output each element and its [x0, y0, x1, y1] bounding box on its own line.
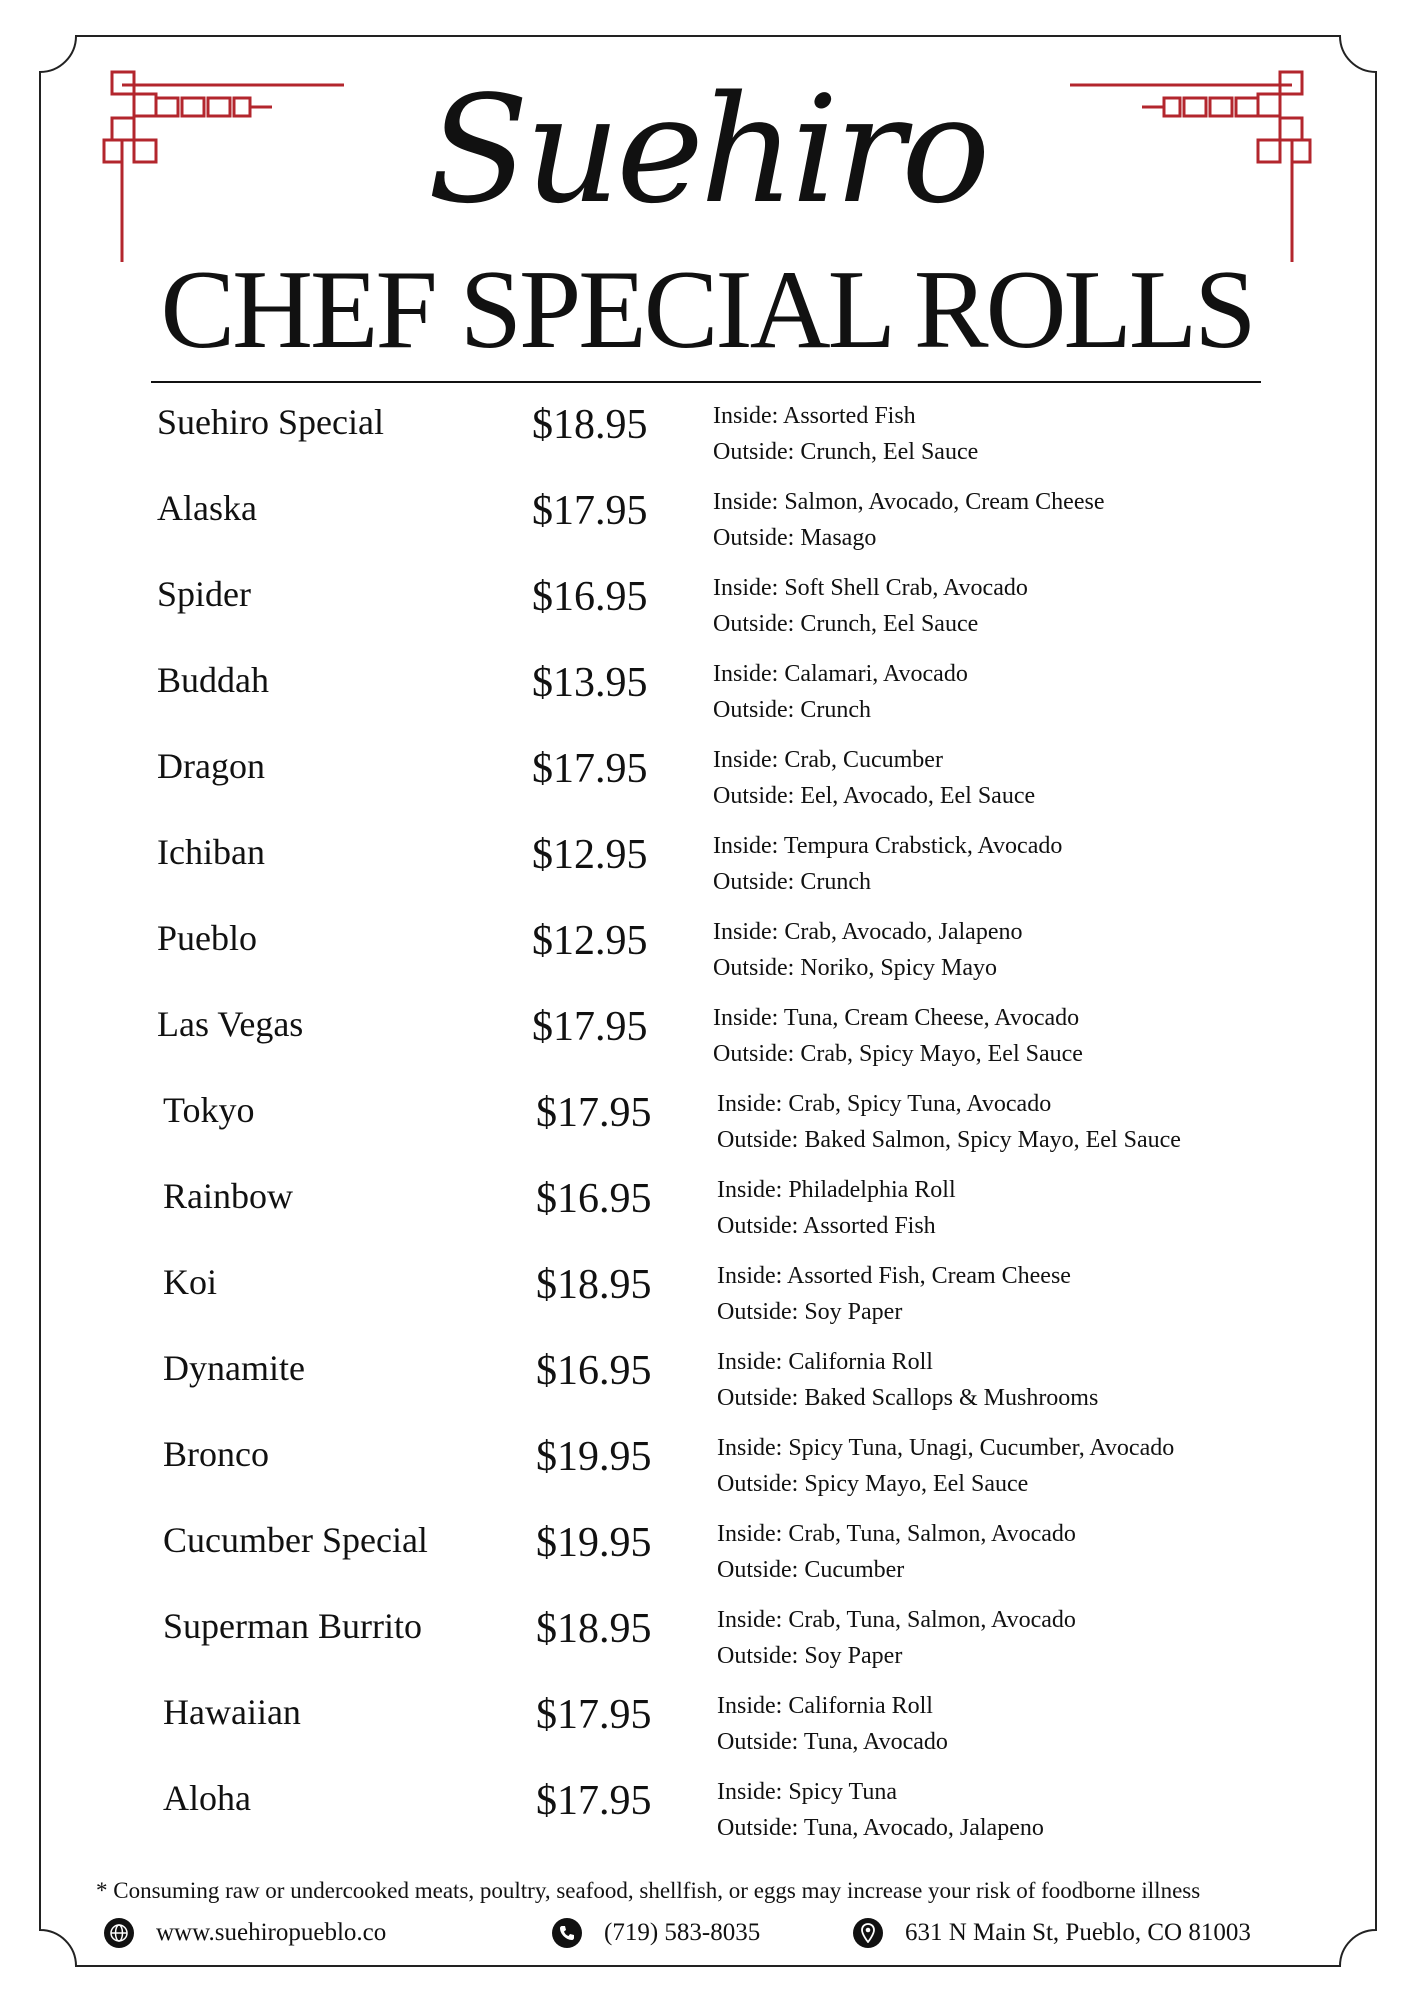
item-description	[717, 1430, 1174, 1502]
item-inside: Inside: California Roll	[717, 1349, 933, 1375]
item-name: Tokyo	[163, 1090, 255, 1130]
menu-item	[0, 486, 1414, 572]
menu-item	[0, 1432, 1414, 1518]
item-outside: Outside: Crunch, Eel Sauce	[713, 611, 979, 637]
item-name: Las Vegas	[157, 1004, 304, 1044]
item-name: Buddah	[157, 660, 269, 700]
item-price: $18.95	[536, 1606, 652, 1652]
item-inside: Inside: Calamari, Avocado	[713, 661, 968, 687]
item-price: $16.95	[536, 1348, 652, 1394]
item-outside: Outside: Noriko, Spicy Mayo	[713, 955, 997, 981]
item-description	[713, 656, 968, 728]
menu-item	[0, 400, 1414, 486]
item-inside: Inside: Assorted Fish	[713, 403, 916, 429]
item-outside: Outside: Soy Paper	[717, 1299, 903, 1325]
item-name: Aloha	[163, 1778, 251, 1818]
item-description	[717, 1172, 956, 1244]
menu-item	[0, 916, 1414, 1002]
item-description	[717, 1258, 1071, 1330]
item-price: $16.95	[536, 1176, 652, 1222]
menu-item	[0, 658, 1414, 744]
item-description	[713, 570, 1028, 642]
item-inside: Inside: Crab, Tuna, Salmon, Avocado	[717, 1521, 1076, 1547]
menu-item	[0, 1260, 1414, 1346]
item-outside: Outside: Masago	[713, 525, 877, 551]
item-price: $17.95	[532, 746, 648, 792]
item-outside: Outside: Crunch	[713, 869, 871, 895]
item-name: Dynamite	[163, 1348, 305, 1388]
item-inside: Inside: Spicy Tuna, Unagi, Cucumber, Avocado	[717, 1435, 1175, 1461]
item-name: Pueblo	[157, 918, 258, 958]
menu-item	[0, 1776, 1414, 1862]
item-price: $19.95	[536, 1434, 652, 1480]
item-description	[713, 1000, 1083, 1072]
item-outside: Outside: Crunch, Eel Sauce	[713, 439, 979, 465]
item-description	[717, 1774, 1044, 1846]
item-price: $17.95	[536, 1778, 652, 1824]
divider	[151, 381, 1261, 383]
phone-icon	[552, 1918, 582, 1948]
item-outside: Outside: Assorted Fish	[717, 1213, 936, 1239]
item-inside: Inside: Tempura Crabstick, Avocado	[713, 833, 1063, 859]
item-inside: Inside: California Roll	[717, 1693, 933, 1719]
menu-item	[0, 744, 1414, 830]
item-price: $12.95	[532, 918, 648, 964]
item-name: Alaska	[157, 488, 257, 528]
menu-item	[0, 572, 1414, 658]
footer-address[interactable]	[853, 1918, 1251, 1948]
globe-icon	[104, 1918, 134, 1948]
item-outside: Outside: Cucumber	[717, 1557, 905, 1583]
menu-item	[0, 1174, 1414, 1260]
item-name: Spider	[157, 574, 251, 614]
menu-item	[0, 1604, 1414, 1690]
item-outside: Outside: Baked Salmon, Spicy Mayo, Eel Sauce	[717, 1127, 1181, 1153]
item-price: $13.95	[532, 660, 648, 706]
footer-website[interactable]	[104, 1918, 386, 1948]
address[interactable]: 631 N Main St, Pueblo, CO 81003	[905, 1919, 1251, 1946]
item-price: $18.95	[532, 402, 648, 448]
item-inside: Inside: Crab, Cucumber	[713, 747, 943, 773]
item-inside: Inside: Tuna, Cream Cheese, Avocado	[713, 1005, 1080, 1031]
item-name: Rainbow	[163, 1176, 293, 1216]
item-description	[717, 1602, 1076, 1674]
item-price: $17.95	[536, 1692, 652, 1738]
item-name: Dragon	[157, 746, 265, 786]
item-price: $12.95	[532, 832, 648, 878]
item-inside: Inside: Spicy Tuna	[717, 1779, 898, 1805]
item-name: Hawaiian	[163, 1692, 301, 1732]
item-inside: Inside: Assorted Fish, Cream Cheese	[717, 1263, 1071, 1289]
item-name: Suehiro Special	[157, 402, 384, 442]
phone-number[interactable]: (719) 583-8035	[604, 1919, 761, 1946]
item-description	[713, 398, 978, 470]
menu-item	[0, 1518, 1414, 1604]
item-outside: Outside: Spicy Mayo, Eel Sauce	[717, 1471, 1029, 1497]
item-description	[713, 742, 1035, 814]
footer	[0, 1918, 1414, 1958]
item-price: $16.95	[532, 574, 648, 620]
item-name: Bronco	[163, 1434, 269, 1474]
item-description	[717, 1516, 1076, 1588]
item-inside: Inside: Soft Shell Crab, Avocado	[713, 575, 1028, 601]
page-title: CHEF SPECIAL ROLLS	[160, 248, 1254, 372]
item-name: Ichiban	[157, 832, 265, 872]
menu-item	[0, 830, 1414, 916]
item-description	[717, 1086, 1181, 1158]
item-description	[713, 914, 1022, 986]
item-name: Superman Burrito	[163, 1606, 422, 1646]
item-inside: Inside: Philadelphia Roll	[717, 1177, 956, 1203]
food-safety-disclaimer: * Consuming raw or undercooked meats, poultry, seafood, shellfish, or eggs may increase your risk of foodborne illness	[96, 1878, 1201, 1903]
item-outside: Outside: Baked Scallops & Mushrooms	[717, 1385, 1099, 1411]
footer-phone[interactable]	[552, 1918, 760, 1948]
item-inside: Inside: Salmon, Avocado, Cream Cheese	[713, 489, 1105, 515]
item-description	[717, 1688, 948, 1760]
item-outside: Outside: Crunch	[713, 697, 871, 723]
menu-item	[0, 1690, 1414, 1776]
item-outside: Outside: Eel, Avocado, Eel Sauce	[713, 783, 1036, 809]
item-price: $17.95	[532, 1004, 648, 1050]
item-price: $19.95	[536, 1520, 652, 1566]
item-outside: Outside: Soy Paper	[717, 1643, 903, 1669]
item-price: $18.95	[536, 1262, 652, 1308]
item-outside: Outside: Tuna, Avocado, Jalapeno	[717, 1815, 1044, 1841]
item-description	[717, 1344, 1098, 1416]
website-link[interactable]: www.suehiropueblo.co	[156, 1919, 387, 1946]
item-outside: Outside: Crab, Spicy Mayo, Eel Sauce	[713, 1041, 1083, 1067]
item-description	[713, 828, 1062, 900]
location-pin-icon	[853, 1918, 883, 1948]
menu-item	[0, 1002, 1414, 1088]
item-inside: Inside: Crab, Spicy Tuna, Avocado	[717, 1091, 1052, 1117]
item-name: Koi	[163, 1262, 217, 1302]
item-inside: Inside: Crab, Tuna, Salmon, Avocado	[717, 1607, 1076, 1633]
item-price: $17.95	[536, 1090, 652, 1136]
item-name: Cucumber Special	[163, 1520, 428, 1560]
item-description	[713, 484, 1104, 556]
item-price: $17.95	[532, 488, 648, 534]
item-outside: Outside: Tuna, Avocado	[717, 1729, 948, 1755]
item-inside: Inside: Crab, Avocado, Jalapeno	[713, 919, 1023, 945]
menu-item	[0, 1346, 1414, 1432]
restaurant-logo: Suehiro	[427, 64, 987, 236]
menu-item	[0, 1088, 1414, 1174]
